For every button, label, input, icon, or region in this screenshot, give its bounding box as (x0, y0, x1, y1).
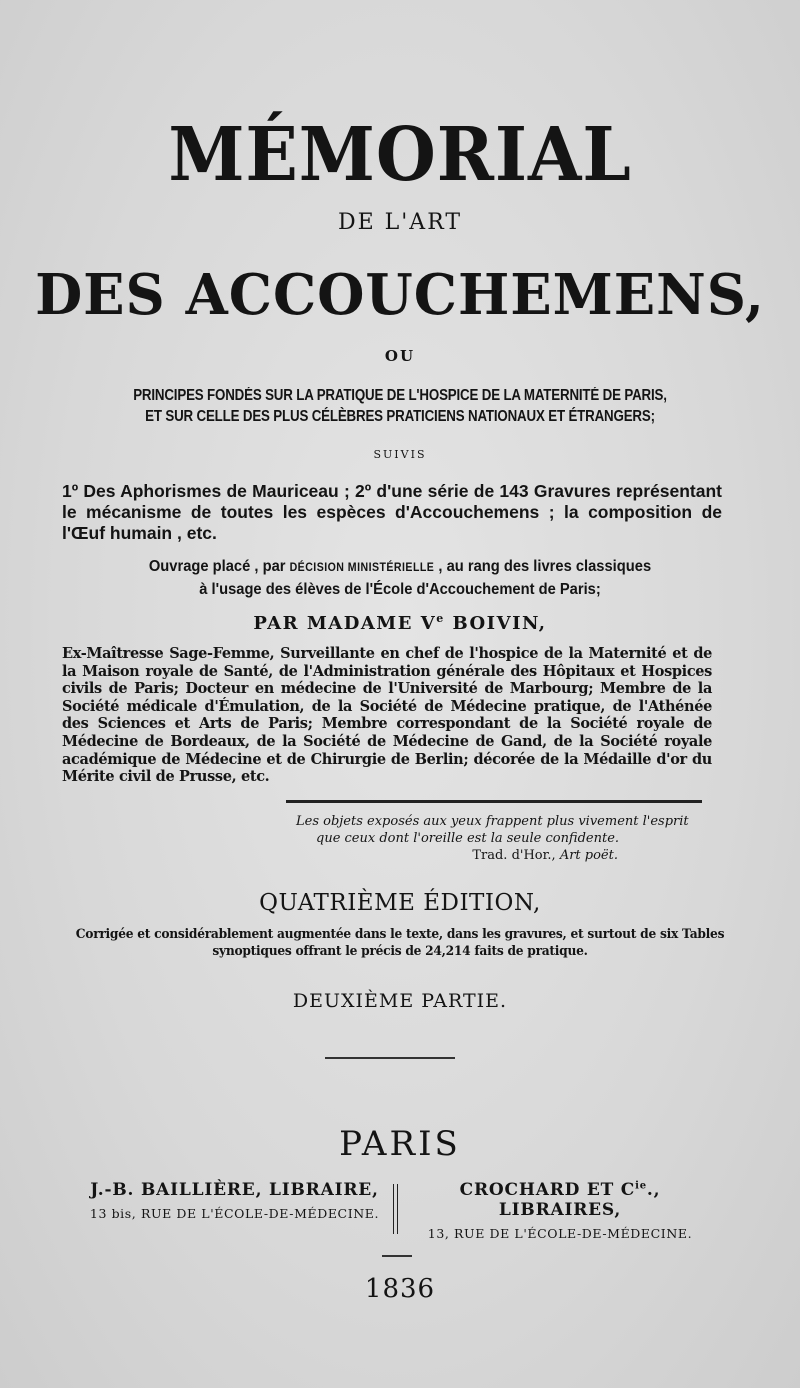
title-de-l-art: DE L'ART (337, 210, 463, 235)
ouvrage-line-1-start: Ouvrage placé , par (148, 558, 290, 575)
contents-list (62, 481, 722, 544)
publisher-left-address: 13 bis, RUE DE L'ÉCOLE-DE-MÉDECINE. (89, 1206, 380, 1221)
year-rule (382, 1255, 412, 1257)
edition-note-line-1: Corrigée et considérablement augmentée dans le texte, dans les gravures, et surtout de six Tables (75, 927, 725, 942)
author-biography: Ex-Maîtresse Sage-Femme, Surveillante en chef de l'hospice de la Maternité et de la Maison royale de Santé, de l'Administration générale des Hôpitaux et Hospices civils de Paris; Docteur en médecine de l'Université de Marbourg; Membre de la Société médicale d'Émulation, de la Société de Médecine pratique, de l'Athénée des Sciences et Arts de Paris; Membre correspondant de la Société royale de Médecine de Bordeaux, de la Société de Médecine de Gand, de la Société royale académique de Médecine et de Chirurgie de Berlin; décorée de la Médaille d'or du Mérite civil de Prusse, etc. (62, 645, 712, 786)
title-accouchemens: DES ACCOUCHEMENS, (35, 262, 765, 328)
publisher-right-name-line (404, 1180, 716, 1220)
epigraph (296, 813, 696, 864)
publisher-left (82, 1180, 387, 1221)
author-name: BOIVIN, (444, 613, 547, 634)
imprint-city: PARIS (339, 1124, 461, 1164)
epigraph-line-1: Les objets exposés aux yeux frappent plus vivement l'esprit (296, 814, 689, 829)
ouvrage-line-1-end: , au rang des livres classiques (434, 558, 652, 575)
epigraph-attribution (296, 847, 696, 864)
title-ou: OU (384, 347, 416, 365)
subtitle-principes (56, 385, 744, 427)
publisher-left-name: J.-B. BAILLIÈRE, LIBRAIRE, (90, 1180, 379, 1200)
contents-text: 1º Des Aphorismes de Mauriceau ; 2º d'une série de 143 Gravures représentant le mécanisme de toutes les espèces d'Accouchemens ; la composition de l'Œuf humain , etc. (62, 481, 722, 543)
publisher-divider (393, 1184, 398, 1234)
ouvrage-statement (32, 556, 768, 600)
author-line (0, 612, 800, 634)
principes-line-1: PRINCIPES FONDÉS SUR LA PRATIQUE DE L'HOSPICE DE LA MATERNITÉ DE PARIS, (133, 387, 667, 404)
epigraph-line-2: que ceux dont l'oreille est la seule confidente. (316, 831, 620, 846)
ornament-rule (325, 1057, 455, 1059)
edition-note (28, 926, 772, 960)
publisher-right (404, 1180, 716, 1241)
edition-heading: QUATRIÈME ÉDITION, (259, 890, 541, 916)
publisher-right-name-end: ., LIBRAIRES, (498, 1180, 661, 1220)
ouvrage-line-1 (32, 556, 768, 579)
ouvrage-decision: DÉCISION MINISTÉRIELLE (289, 562, 435, 574)
author-prefix: PAR MADAME V (253, 613, 437, 634)
author-sup: e (436, 612, 445, 625)
publisher-right-sup: ie (635, 1180, 647, 1192)
epigraph-source: Trad. d'Hor., (472, 848, 556, 863)
ouvrage-line-2: à l'usage des élèves de l'École d'Accouchement de Paris; (199, 581, 601, 598)
part-heading: DEUXIÈME PARTIE. (292, 990, 508, 1012)
principes-line-2: ET SUR CELLE DES PLUS CÉLÈBRES PRATICIENS NATIONAUX ET ÉTRANGERS; (145, 408, 655, 425)
quote-rule (286, 800, 702, 803)
imprint-year: 1836 (364, 1274, 436, 1304)
epigraph-work: Art poët. (559, 848, 618, 863)
publisher-right-address: 13, RUE DE L'ÉCOLE-DE-MÉDECINE. (427, 1226, 693, 1241)
edition-note-line-2: synoptiques offrant le précis de 24,214 faits de pratique. (212, 944, 588, 959)
publisher-right-name: CROCHARD ET C (459, 1180, 636, 1200)
suivis-label: SUIVIS (373, 448, 427, 461)
title-memorial: MÉMORIAL (168, 112, 632, 198)
